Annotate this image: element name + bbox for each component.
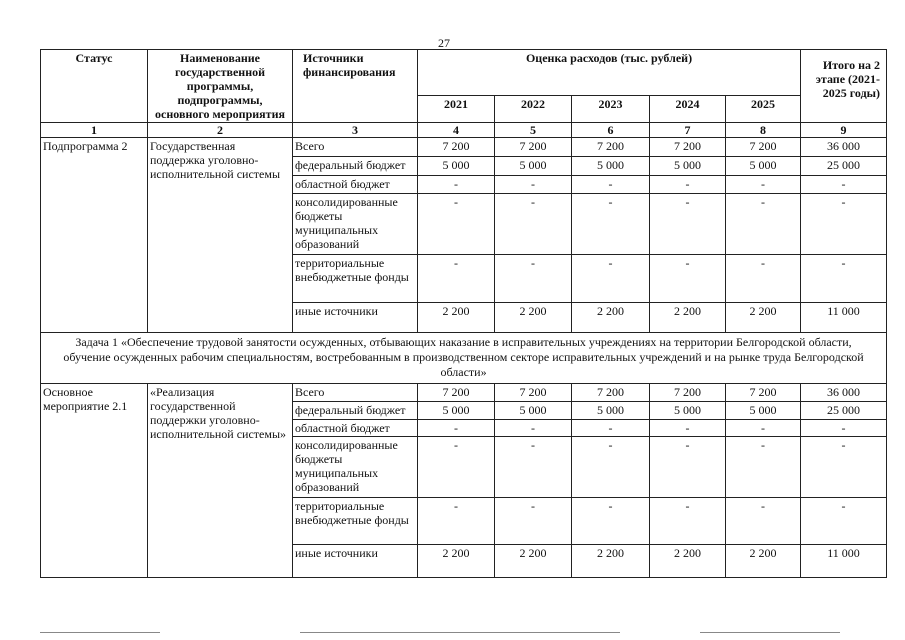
total-cell: 25 000 [801, 157, 887, 176]
value-cell: 5 000 [572, 157, 650, 176]
value-cell: - [650, 194, 726, 255]
value-cell: 7 200 [726, 138, 801, 157]
value-cell: - [650, 437, 726, 498]
value-cell: 5 000 [726, 157, 801, 176]
value-cell: - [726, 420, 801, 437]
value-cell: 5 000 [495, 402, 572, 420]
value-cell: - [572, 437, 650, 498]
bottom-rule [40, 632, 160, 633]
total-cell: 11 000 [801, 545, 887, 578]
value-cell: - [726, 255, 801, 303]
value-cell: 5 000 [726, 402, 801, 420]
value-cell: 2 200 [418, 545, 495, 578]
value-cell: - [495, 420, 572, 437]
value-cell: 7 200 [418, 384, 495, 402]
total-cell: 36 000 [801, 138, 887, 157]
total-cell: - [801, 255, 887, 303]
source-cell: иные источники [293, 545, 418, 578]
header-status: Статус [41, 50, 148, 123]
header-year: 2024 [650, 96, 726, 123]
value-cell: - [418, 194, 495, 255]
value-cell: - [650, 176, 726, 194]
source-cell: иные источники [293, 303, 418, 333]
value-cell: 5 000 [418, 157, 495, 176]
total-cell: - [801, 420, 887, 437]
value-cell: - [418, 255, 495, 303]
header-estimate: Оценка расходов (тыс. рублей) [418, 50, 801, 96]
source-cell: федеральный бюджет [293, 402, 418, 420]
col-number: 4 [418, 123, 495, 138]
value-cell: - [495, 255, 572, 303]
value-cell: 7 200 [572, 384, 650, 402]
source-cell: федеральный бюджет [293, 157, 418, 176]
value-cell: - [650, 255, 726, 303]
source-cell: консолидированные бюджеты муниципальных образований [293, 437, 418, 498]
total-cell: - [801, 498, 887, 545]
status-cell: Подпрограмма 2 [41, 138, 148, 333]
value-cell: 2 200 [650, 545, 726, 578]
value-cell: 2 200 [572, 545, 650, 578]
column-numbers-row [41, 123, 887, 138]
total-cell: 11 000 [801, 303, 887, 333]
value-cell: - [495, 194, 572, 255]
bottom-rule [700, 632, 840, 633]
value-cell: 7 200 [726, 384, 801, 402]
table-row [41, 138, 887, 157]
value-cell: 2 200 [418, 303, 495, 333]
value-cell: - [495, 437, 572, 498]
total-cell: 36 000 [801, 384, 887, 402]
value-cell: - [650, 420, 726, 437]
value-cell: - [418, 498, 495, 545]
value-cell: - [726, 437, 801, 498]
total-cell: - [801, 176, 887, 194]
value-cell: - [495, 498, 572, 545]
value-cell: 2 200 [726, 545, 801, 578]
value-cell: 2 200 [495, 303, 572, 333]
value-cell: - [572, 498, 650, 545]
value-cell: - [495, 176, 572, 194]
source-cell: областной бюджет [293, 420, 418, 437]
value-cell: - [572, 194, 650, 255]
col-number: 7 [650, 123, 726, 138]
value-cell: 5 000 [495, 157, 572, 176]
value-cell: 2 200 [650, 303, 726, 333]
col-number: 8 [726, 123, 801, 138]
status-cell: Основное мероприятие 2.1 [41, 384, 148, 578]
value-cell: 5 000 [418, 402, 495, 420]
source-cell: консолидированные бюджеты муниципальных образований [293, 194, 418, 255]
value-cell: - [726, 176, 801, 194]
value-cell: 7 200 [495, 138, 572, 157]
source-cell: областной бюджет [293, 176, 418, 194]
value-cell: 2 200 [495, 545, 572, 578]
header-name: Наименование государственной программы, подпрограммы, основного мероприятия [148, 50, 293, 123]
header-year: 2022 [495, 96, 572, 123]
col-number: 3 [293, 123, 418, 138]
value-cell: 7 200 [495, 384, 572, 402]
col-number: 2 [148, 123, 293, 138]
source-cell: территориальные внебюджетные фонды [293, 255, 418, 303]
expense-table [40, 49, 887, 578]
value-cell: - [418, 437, 495, 498]
page-number: 27 [438, 36, 450, 50]
header-total: Итого на 2 этапе (2021-2025 годы) [801, 50, 887, 123]
value-cell: 7 200 [650, 138, 726, 157]
col-number: 9 [801, 123, 887, 138]
value-cell: 7 200 [650, 384, 726, 402]
header-year: 2023 [572, 96, 650, 123]
value-cell: - [418, 176, 495, 194]
header-sources: Источники финансирования [293, 50, 418, 123]
value-cell: - [572, 255, 650, 303]
col-number: 6 [572, 123, 650, 138]
value-cell: 5 000 [650, 402, 726, 420]
header-year: 2025 [726, 96, 801, 123]
col-number: 1 [41, 123, 148, 138]
value-cell: - [650, 498, 726, 545]
source-cell: территориальные внебюджетные фонды [293, 498, 418, 545]
value-cell: 2 200 [572, 303, 650, 333]
total-cell: 25 000 [801, 402, 887, 420]
value-cell: - [726, 498, 801, 545]
header-row-1 [41, 50, 887, 96]
total-cell: - [801, 194, 887, 255]
value-cell: 7 200 [572, 138, 650, 157]
col-number: 5 [495, 123, 572, 138]
bottom-rule [300, 632, 620, 633]
value-cell: 7 200 [418, 138, 495, 157]
program-name-cell: «Реализация государственной поддержки уголовно-исполнительной системы» [148, 384, 293, 578]
source-cell: Всего [293, 384, 418, 402]
value-cell: - [572, 420, 650, 437]
task-description: Задача 1 «Обеспечение трудовой занятости осужденных, отбывающих наказание в исправительных учреждениях на территории Белгородской области, обучение осужденных рабочим специальностям, востребованным в производственном секторе исправительных учреждений и на рынке труда Белгородской области» [41, 333, 887, 384]
source-cell: Всего [293, 138, 418, 157]
task-row [41, 333, 887, 384]
header-year: 2021 [418, 96, 495, 123]
value-cell: 5 000 [650, 157, 726, 176]
value-cell: 2 200 [726, 303, 801, 333]
table-row [41, 384, 887, 402]
value-cell: - [418, 420, 495, 437]
total-cell: - [801, 437, 887, 498]
value-cell: - [572, 176, 650, 194]
value-cell: - [726, 194, 801, 255]
value-cell: 5 000 [572, 402, 650, 420]
program-name-cell: Государственная поддержка уголовно-исполнительной системы [148, 138, 293, 333]
